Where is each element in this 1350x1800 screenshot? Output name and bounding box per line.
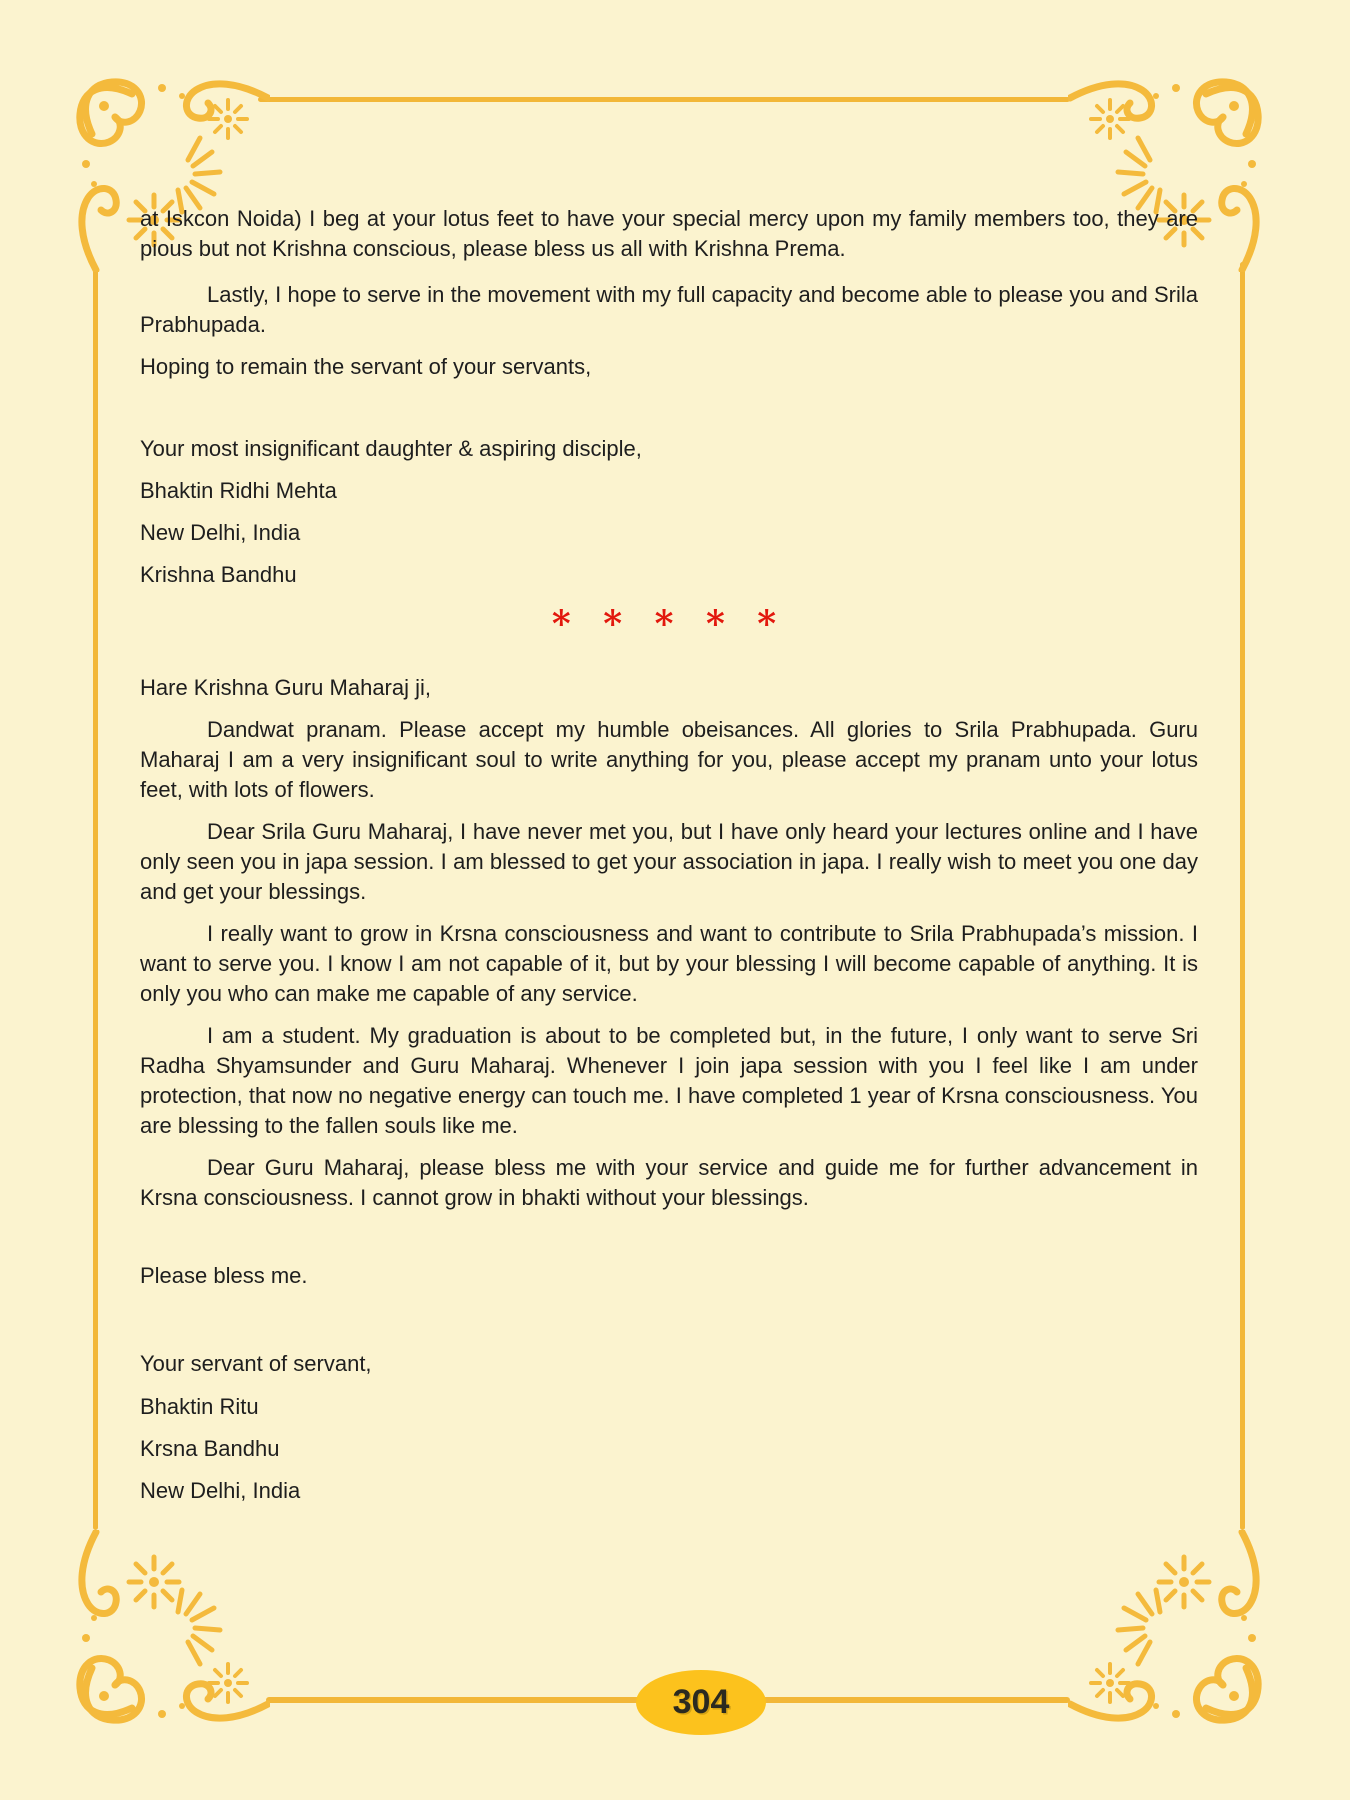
first-letter-closing: Hoping to remain the servant of your servants, xyxy=(140,354,592,379)
first-letter-signature-line: Krishna Bandhu xyxy=(140,562,297,587)
first-letter-signature-line: New Delhi, India xyxy=(140,520,301,545)
floral-corner-ornament-bottom-left-icon xyxy=(70,1530,270,1730)
page-number: 304 xyxy=(672,1683,730,1721)
border-line-left xyxy=(93,266,98,1530)
first-letter-signature-line: Your most insignificant daughter & aspiring disciple, xyxy=(140,436,642,461)
letters-content xyxy=(140,204,1198,1506)
second-letter-paragraph: I really want to grow in Krsna consciousness and want to contribute to Srila Prabhupada’s mission. I want to serve you. I know I am not capable of it, but by your blessing I will become capable of anything. It is only you who can make me capable of any service. xyxy=(140,921,1198,1006)
red-asterisk-divider: * * * * * xyxy=(551,603,787,645)
second-letter-signature-line: Bhaktin Ritu xyxy=(140,1394,259,1419)
second-letter-signature-line: Krsna Bandhu xyxy=(140,1436,280,1461)
first-letter-signature-line: Bhaktin Ridhi Mehta xyxy=(140,478,337,503)
first-letter-paragraph: at Iskcon Noida) I beg at your lotus feet to have your special mercy upon my family members too, they are pious but not Krishna conscious, please bless us all with Krishna Prema. xyxy=(140,206,1198,261)
page-number-badge xyxy=(636,1670,766,1735)
second-letter-signature-line: New Delhi, India xyxy=(140,1478,301,1503)
second-letter-closing: Please bless me. xyxy=(140,1263,308,1288)
floral-corner-ornament-bottom-right-icon xyxy=(1068,1530,1268,1730)
border-line-top xyxy=(258,97,1070,102)
border-line-right xyxy=(1240,262,1245,1530)
second-letter-paragraph: Dear Guru Maharaj, please bless me with your service and guide me for further advancement in Krsna consciousness. I cannot grow in bhakti without your blessings. xyxy=(140,1155,1198,1210)
second-letter-paragraph: Dandwat pranam. Please accept my humble obeisances. All glories to Srila Prabhupada. Guru Maharaj I am a very insignificant soul to write anything for you, please accept my pranam unto your lotus feet, with lots of flowers. xyxy=(140,717,1198,802)
second-letter-signature-line: Your servant of servant, xyxy=(140,1351,372,1376)
first-letter-paragraph: Lastly, I hope to serve in the movement with my full capacity and become able to please you and Srila Prabhupada. xyxy=(140,282,1198,337)
second-letter-paragraph: Dear Srila Guru Maharaj, I have never met you, but I have only heard your lectures online and I have only seen you in japa session. I am blessed to get your association in japa. I really wish to meet you one day and get your blessings. xyxy=(140,819,1198,904)
second-letter-paragraph: I am a student. My graduation is about to be completed but, in the future, I only want to serve Sri Radha Shyamsunder and Guru Maharaj. Whenever I join japa session with you I feel like I am under protection, that now no negative energy can touch me. I have completed 1 year of Krsna consciousness. You are blessing to the fallen souls like me. xyxy=(140,1023,1198,1138)
second-letter-salutation: Hare Krishna Guru Maharaj ji, xyxy=(140,675,432,700)
